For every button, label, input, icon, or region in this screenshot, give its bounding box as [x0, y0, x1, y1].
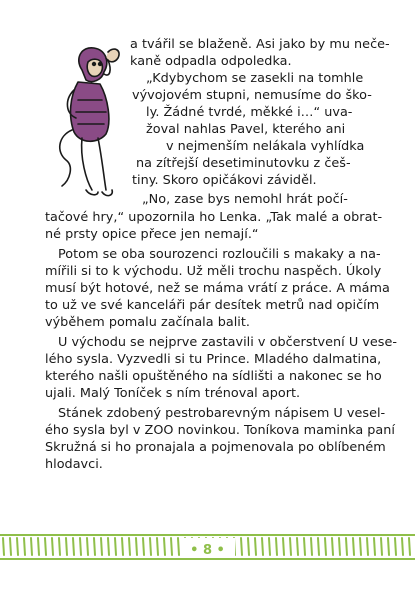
text-line-3: „Kdybychom se zasekli na tomhle — [146, 71, 364, 86]
text-line-2: kaně odpadla odpoledka. — [130, 54, 292, 69]
text-line-9: tiny. Skoro opičákovi záviděl. — [132, 173, 317, 188]
text-line-4: vývojovém stupni, nemusíme do ško- — [132, 88, 372, 103]
text-line-18: U východu se nejprve zastavili v občerstvení U vese- — [58, 335, 398, 350]
text-line-14: mířili si to k východu. Už měli trochu naspěch. Úkoly — [45, 264, 382, 279]
text-line-22: Stánek zdobený pestrobarevným nápisem U vesel- — [58, 406, 386, 421]
text-line-25: hlodavci. — [45, 457, 103, 472]
text-line-20: kterého našli opuštěného na sídlišti a nakonec se ho — [45, 369, 382, 384]
text-line-21: ujali. Malý Toníček s ním trénoval aport. — [45, 386, 301, 401]
text-line-19: lého sysla. Vyzvedli si tu Prince. Mladého dalmatina, — [45, 352, 382, 367]
text-line-6: žoval nahlas Pavel, kterého ani — [146, 122, 346, 137]
text-line-10: „No, zase bys nemohl hrát počí- — [142, 192, 348, 207]
text-line-1: a tvářil se blaženě. Asi jako by mu neče- — [130, 37, 390, 52]
monkey-illustration — [52, 40, 126, 210]
page-number: • 8 • — [190, 543, 225, 558]
text-line-15: musí být hotové, než se máma vrátí z práce. A máma — [45, 281, 390, 296]
text-line-24: Skružná si ho pronajala a pojmenovala po oblíbeném — [45, 440, 386, 455]
text-line-5: ly. Žádné tvrdé, měkké i…“ uva- — [146, 105, 353, 120]
text-line-13: Potom se oba sourozenci rozloučili s makaky a na- — [58, 247, 381, 262]
text-line-12: né prsty opice přece jen nemají.“ — [45, 227, 259, 242]
text-line-8: na zítřejší desetiminutovku z češ- — [136, 156, 351, 171]
text-line-7: v nejmenším nelákala vyhlídka — [166, 139, 365, 154]
text-line-17: výběhem pomalu začínala balit. — [45, 315, 250, 330]
text-line-23: ého sysla byl v ZOO novinkou. Toníkova maminka paní — [45, 423, 395, 438]
text-line-11: tačové hry,“ upozornila ho Lenka. „Tak malé a obrat- — [45, 210, 383, 225]
text-line-16: to už ve své kanceláři pár desítek metrů nad opičím — [45, 298, 380, 313]
